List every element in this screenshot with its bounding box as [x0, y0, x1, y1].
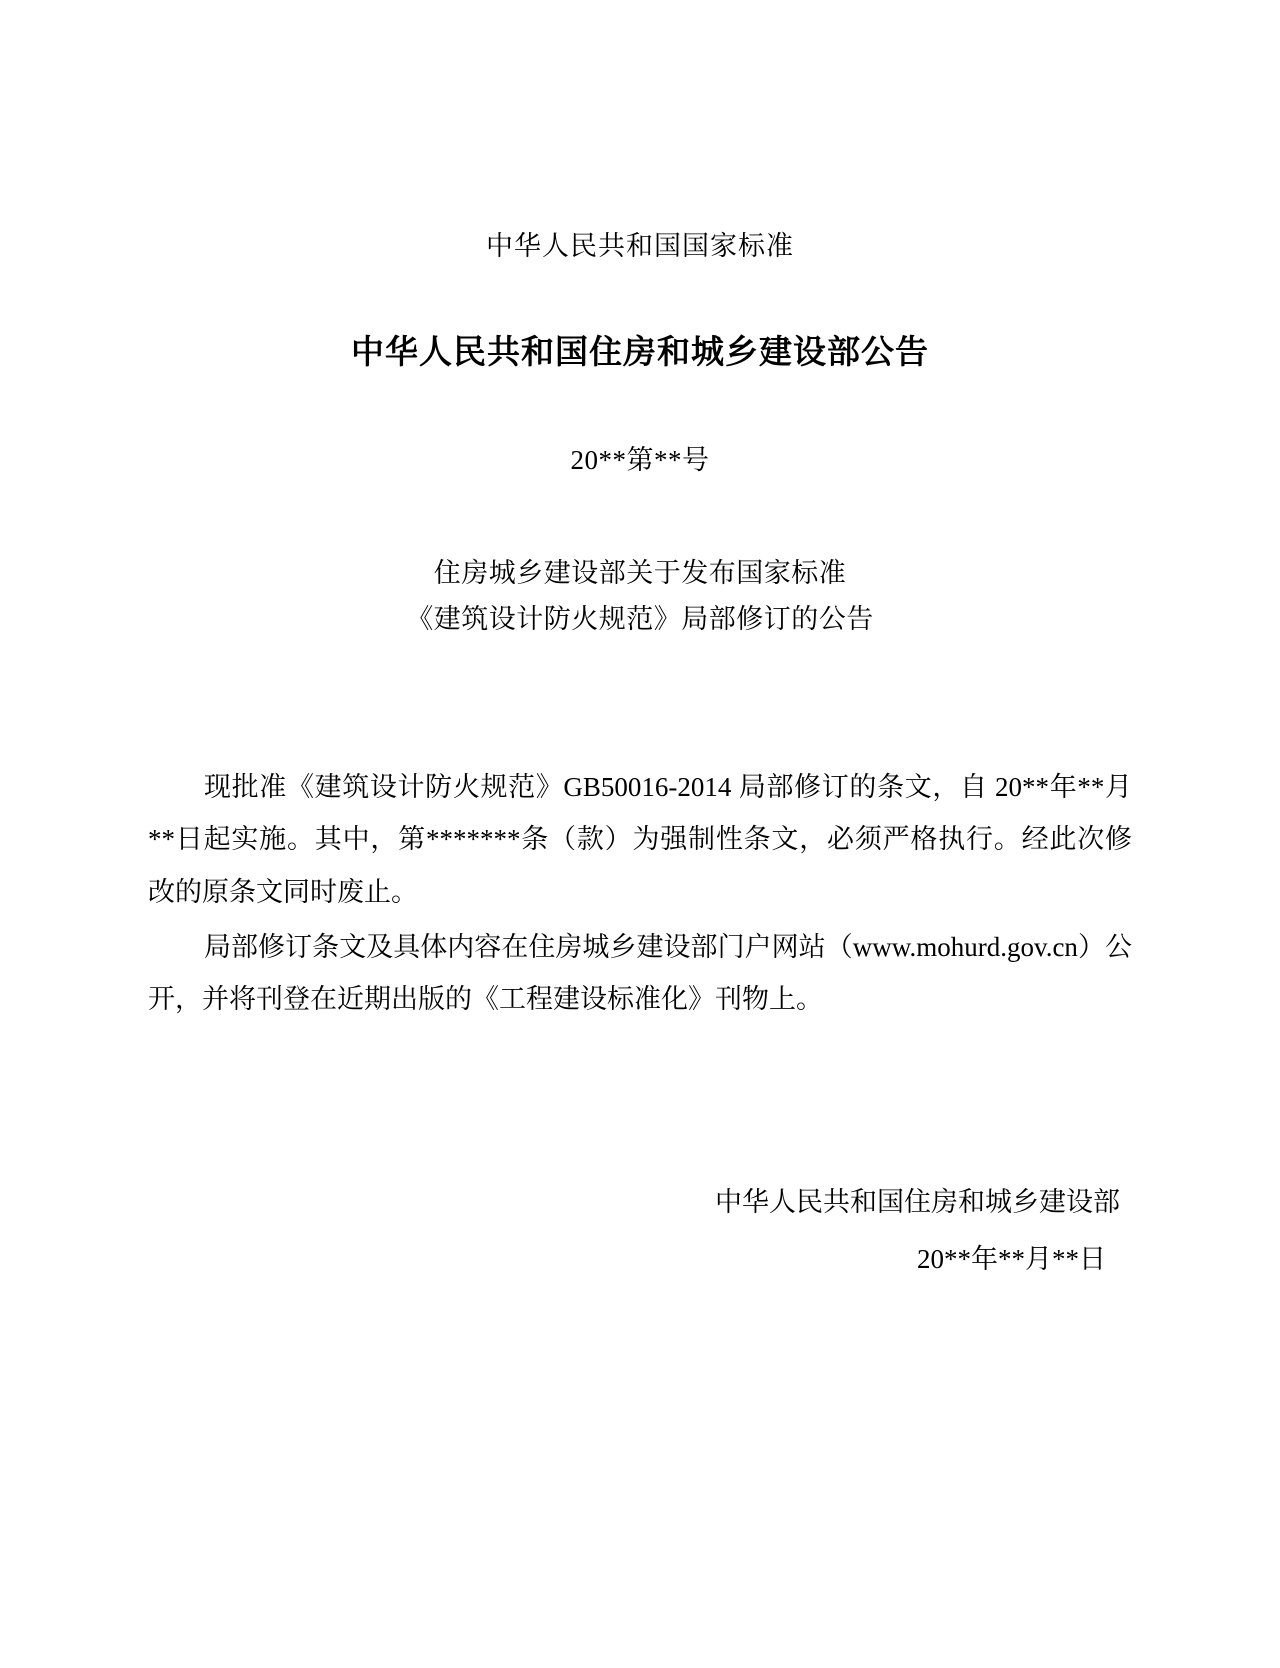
document-number: 20**第**号: [570, 444, 710, 475]
subtitle-line-1: 住房城乡建设部关于发布国家标准: [433, 557, 847, 588]
subtitle-line-2: 《建筑设计防火规范》局部修订的公告: [406, 604, 874, 635]
document-body: [148, 761, 1132, 1026]
document-content: [148, 0, 1132, 1287]
signature-organization: 中华人民共和国住房和城乡建设部: [715, 1186, 1120, 1217]
standard-heading: 中华人民共和国国家标准: [486, 231, 794, 261]
body-paragraph-2: 局部修订条文及具体内容在住房城乡建设部门户网站（www.mohurd.gov.cn）公开，并将刊登在近期出版的《工程建设标准化》刊物上。: [148, 931, 1132, 1015]
page-title: 中华人民共和国住房和城乡建设部公告: [351, 334, 929, 371]
signature-date: 20**年**月**日: [917, 1243, 1106, 1274]
document-signature: [148, 1174, 1132, 1287]
body-paragraph-1: 现批准《建筑设计防火规范》GB50016-2014 局部修订的条文，自 20**年**月**日起实施。其中，第*******条（款）为强制性条文，必须严格执行。经此次修改的原条文同时废止。: [148, 771, 1132, 907]
document-subtitle: [148, 550, 1132, 643]
